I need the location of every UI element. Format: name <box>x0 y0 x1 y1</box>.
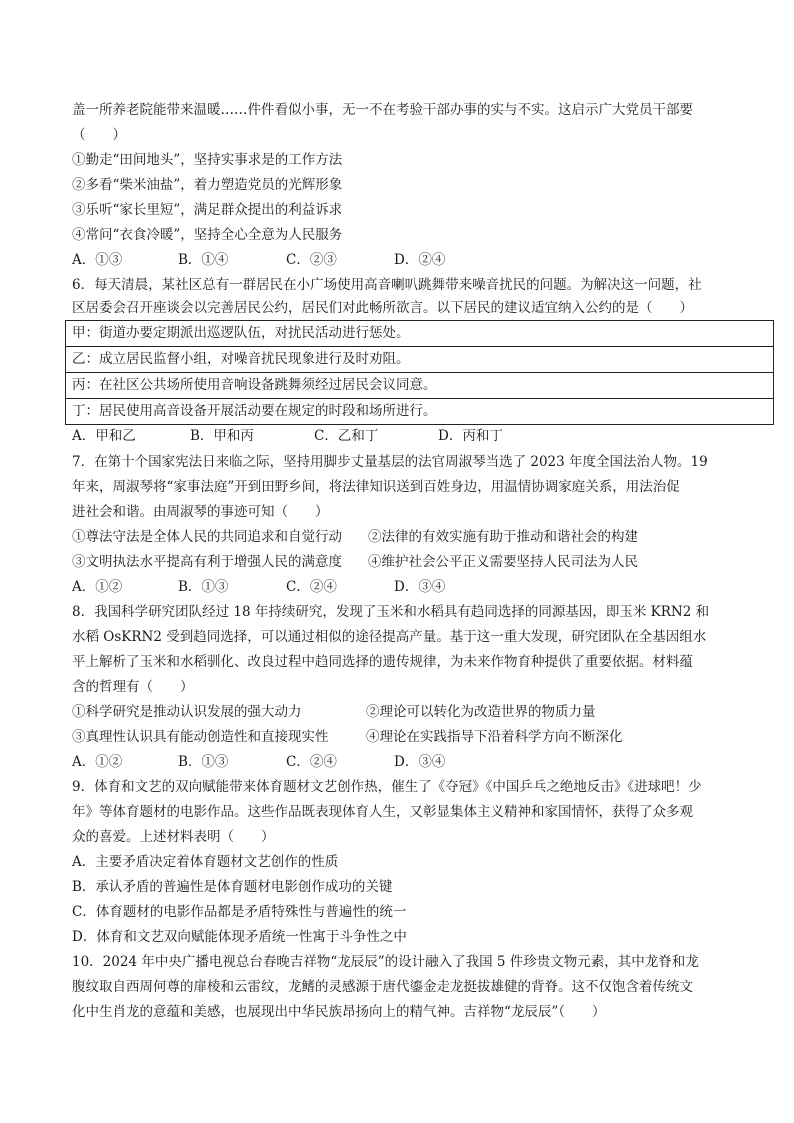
q10-stem-line: 腹纹取自西周何尊的扉棱和云雷纹，龙鳍的灵感源于唐代鎏金走龙挺拔雄健的背脊。这不仅饱含着传统文 <box>72 979 693 995</box>
q8-option-c: C．②④ <box>286 754 337 770</box>
q9-choice-b: B．承认矛盾的普遍性是体育题材电影创作成功的关键 <box>72 879 393 895</box>
q8-stem-line: 水稻 OsKRN2 受到趋同选择，可以通过相似的途径提高产量。基于这一重大发现，研究团队在全基因组水 <box>72 629 707 645</box>
q5-option-d: D．②④ <box>394 252 446 268</box>
q8-stem-line: 8．我国科学研究团队经过 18 年持续研究，发现了玉米和水稻具有趋同选择的同源基因，即玉米 KRN2 和 <box>72 604 710 620</box>
q9-stem-line: 众的喜爱。上述材料表明（ ） <box>72 829 275 845</box>
q7-option-a: A．①② <box>72 579 123 595</box>
q6-proposal-row: 乙：成立居民监督小组，对噪音扰民现象进行及时劝阻。 <box>66 347 773 373</box>
q6-proposal-table <box>65 320 774 425</box>
q6-option-a: A．甲和乙 <box>72 428 136 444</box>
q8-statement: ③真理性认识具有能动创造性和直接现实性 <box>72 729 329 745</box>
q7-option-c: C．②④ <box>286 579 337 595</box>
q5-option-b: B．①④ <box>178 252 229 268</box>
q7-stem-line: 年来，周淑琴将“家事法庭”开到田野乡间，将法律知识送到百姓身边，用温情协调家庭关系，用法治促 <box>72 479 680 495</box>
q8-option-a: A．①② <box>72 754 123 770</box>
q8-stem-line: 含的哲理有（ ） <box>72 679 194 695</box>
q7-statement: ③文明执法水平提高有利于增强人民的满意度 <box>72 554 342 570</box>
q6-option-c: C．乙和丁 <box>314 428 379 444</box>
q10-stem-line: 10．2024 年中央广播电视总台春晚吉祥物“龙辰辰”的设计融入了我国 5 件珍贵文物元素，其中龙脊和龙 <box>72 954 699 970</box>
q8-statement: ②理论可以转化为改造世界的物质力量 <box>366 704 596 720</box>
q6-stem-line: 区居委会召开座谈会以完善居民公约，居民们对此畅所欲言。以下居民的建议适宜纳入公约的是（ ） <box>72 300 693 316</box>
q6-stem-line: 6．每天清晨，某社区总有一群居民在小广场使用高音喇叭跳舞带来噪音扰民的问题。为解决这一问题，社 <box>72 277 702 293</box>
q5-statement: ②多看“柴米油盐”，着力塑造党员的光辉形象 <box>72 177 343 193</box>
q5-statement: ③乐听“家长里短”，满足群众提出的利益诉求 <box>72 202 343 218</box>
q7-statement: ②法律的有效实施有助于推动和谐社会的构建 <box>368 529 638 545</box>
q9-choice-c: C．体育题材的电影作品都是矛盾特殊性与普遍性的统一 <box>72 904 407 920</box>
q9-stem-line: 年》等体育题材的电影作品。这些作品既表现体育人生，又彰显集体主义精神和家国情怀，获得了众多观 <box>72 804 693 820</box>
q7-option-d: D．③④ <box>394 579 446 595</box>
q8-statement: ①科学研究是推动认识发展的强大动力 <box>72 704 302 720</box>
q8-stem-line: 平上解析了玉米和水稻驯化、改良过程中趋同选择的遗传规律，为未来作物育种提供了重要依据。材料蕴 <box>72 654 693 670</box>
q5-option-a: A．①③ <box>72 252 123 268</box>
q9-choice-d: D．体育和文艺双向赋能体现矛盾统一性寓于斗争性之中 <box>72 929 407 945</box>
q6-option-d: D．丙和丁 <box>438 428 503 444</box>
q6-option-b: B．甲和丙 <box>190 428 254 444</box>
q9-choice-a: A．主要矛盾决定着体育题材文艺创作的性质 <box>72 854 339 870</box>
q8-statement: ④理论在实践指导下沿着科学方向不断深化 <box>366 729 623 745</box>
q10-stem-line: 化中生肖龙的意蕴和美感，也展现出中华民族昂扬向上的精气神。吉祥物“龙辰辰”（ ） <box>72 1004 606 1020</box>
q7-stem-line: 进社会和谐。由周淑琴的事迹可知（ ） <box>72 504 329 520</box>
q7-statement: ①尊法守法是全体人民的共同追求和自觉行动 <box>72 529 342 545</box>
q6-proposal-row: 甲：街道办要定期派出巡逻队伍，对扰民活动进行惩处。 <box>66 321 773 347</box>
q5-statement: ①勤走“田间地头”，坚持实事求是的工作方法 <box>72 152 343 168</box>
q8-option-d: D．③④ <box>394 754 446 770</box>
q5-answer-blank: （ ） <box>72 127 126 143</box>
q5-statement: ④常问“衣食冷暖”，坚持全心全意为人民服务 <box>72 227 343 243</box>
q5-option-c: C．②③ <box>286 252 337 268</box>
q7-stem-line: 7．在第十个国家宪法日来临之际，坚持用脚步丈量基层的法官周淑琴当选了 2023 年度全国法治人物。19 <box>72 454 708 470</box>
q7-statement: ④维护社会公平正义需要坚持人民司法为人民 <box>368 554 638 570</box>
q6-proposal-row: 丙：在社区公共场所使用音响设备跳舞须经过居民会议同意。 <box>66 373 773 399</box>
q8-option-b: B．①③ <box>178 754 229 770</box>
q5-stem-line: 盖一所养老院能带来温暖……件件看似小事，无一不在考验干部办事的实与不实。这启示广大党员干部要 <box>72 102 693 118</box>
q7-option-b: B．①③ <box>178 579 229 595</box>
q9-stem-line: 9．体育和文艺的双向赋能带来体育题材文艺创作热，催生了《夺冠》《中国乒乓之绝地反击》《进球吧！少 <box>72 779 702 795</box>
q6-proposal-row: 丁：居民使用高音设备开展活动要在规定的时段和场所进行。 <box>66 399 773 425</box>
